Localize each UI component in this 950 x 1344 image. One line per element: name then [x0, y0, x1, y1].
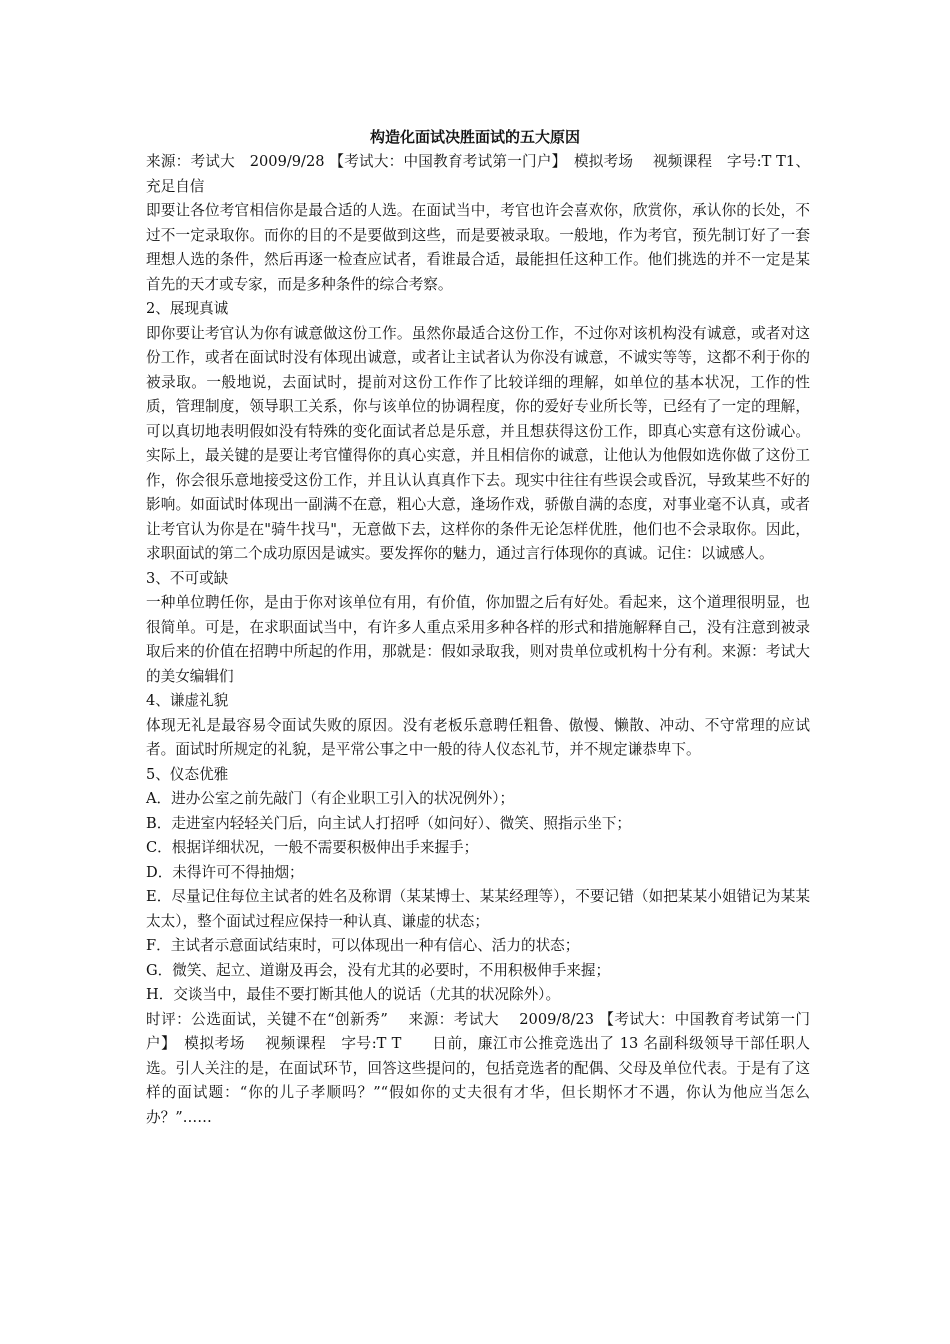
paragraph-indispensable: 一种单位聘任你，是由于你对该单位有用，有价值，你加盟之后有好处。看起来，这个道理很明显，也很简单。可是，在求职面试当中，有许多人重点采用多种各样的形式和措施解释自己，没有注意到被录取后来的价值在招聘中所起的作用，那就是：假如录取我，则对贵单位或机构十分有利。来源：考试大的美女编辑们 — [146, 594, 810, 685]
list-item: E．尽量记住每位主试者的姓名及称谓（某某博士、某某经理等），不要记错（如把某某小姐错记为某某太太），整个面试过程应保持一种认真、谦虚的状态； — [146, 888, 810, 930]
list-item: C．根据详细状况，一般不需要积极伸出手来握手； — [146, 839, 479, 856]
paragraph-confidence: 即要让各位考官相信你是最合适的人选。在面试当中，考官也许会喜欢你，欣赏你，承认你的长处，不过不一定录取你。而你的目的不是要做到这些，而是要被录取。一般地，作为考官，预先制订好了一套理想人选的条件，然后再逐一检查应试者，看谁最合适，最能担任这种工作。他们挑选的并不一定是某首先的天才或专家，而是多种条件的综合考察。 — [146, 202, 810, 293]
list-item: H．交谈当中，最佳不要打断其他人的说话（尤其的状况除外）。 — [146, 986, 561, 1003]
paragraph-sincerity: 即你要让考官认为你有诚意做这份工作。虽然你最适合这份工作，不过你对该机构没有诚意，或者对这份工作，或者在面试时没有体现出诚意，或者让主试者认为你没有诚意，不诚实等等，这都不利于你的被录取。一般地说，去面试时，提前对这份工作作了比较详细的理解，如单位的基本状况，工作的性质，管理制度，领导职工关系，你与该单位的协调程度，你的爱好专业所长等，已经有了一定的理解，可以真切地表明假如没有特殊的变化面试者总是乐意，并且想获得这份工作，即真心实意有这份诚心。实际上，最关键的是要让考官懂得你的真心实意，并且相信你的诚意，让他认为他假如选你做了这份工作，你会很乐意地接受这份工作，并且认认真真作下去。现实中往往有些误会或昏沉，导致某些不好的影响。如面试时体现出一副满不在意，粗心大意，逢场作戏，骄傲自满的态度，对事业毫不认真，或者让考官认为你是在"骑牛找马"，无意做下去，这样你的条件无论怎样优胜，他们也不会录取你。因此，求职面试的第二个成功原因是诚实。要发挥你的魅力，通过言行体现你的真诚。记住：以诚感人。 — [146, 324, 810, 562]
list-item: A．进办公室之前先敲门（有企业职工引入的状况例外）； — [146, 790, 515, 807]
list-item: F．主试者示意面试结束时，可以体现出一种有信心、活力的状态； — [146, 937, 580, 954]
paragraph-politeness: 体现无礼是最容易令面试失败的原因。没有老板乐意聘任粗鲁、傲慢、懒散、冲动、不守常理的应试者。面试时所规定的礼貌，是平常公事之中一般的待人仪态礼节，并不规定谦恭卑下。 — [146, 716, 810, 758]
paragraph-commentary: 时评：公选面试，关键不在“创新秀” 来源：考试大 2009/8/23 【考试大：中国教育考试第一门户】 模拟考场 视频课程 字号:T T 日前，廉江市公推竞选出了 13 名副科级领导干部任职人选。引人关注的是，在面试环节，回答这些提问的，包括竞选者的配偶、父母及单位代表。于是有了这样的面试题：“你的儿子孝顺吗？”“假如你的丈夫很有才华，但长期怀才不遇，你认为他应当怎么办？”…… — [146, 1010, 810, 1126]
source-line: 来源：考试大 2009/9/28 【考试大：中国教育考试第一门户】 模拟考场 视频课程 字号:T T1、充足自信 — [146, 153, 810, 195]
list-item: B．走进室内轻轻关门后，向主试人打招呼（如问好）、微笑、照指示坐下； — [146, 814, 632, 832]
document-body — [146, 150, 810, 1130]
heading-politeness: 4、谦虚礼貌 — [146, 692, 229, 709]
heading-sincerity: 2、展现真诚 — [146, 300, 229, 317]
list-item: G．微笑、起立、道谢及再会，没有尤其的必要时，不用积极伸手来握； — [146, 961, 611, 979]
document-title: 构造化面试决胜面试的五大原因 — [369, 128, 580, 146]
heading-elegance: 5、仪态优雅 — [146, 765, 229, 783]
list-item: D．未得许可不得抽烟； — [146, 863, 304, 881]
heading-indispensable: 3、不可或缺 — [146, 569, 229, 587]
